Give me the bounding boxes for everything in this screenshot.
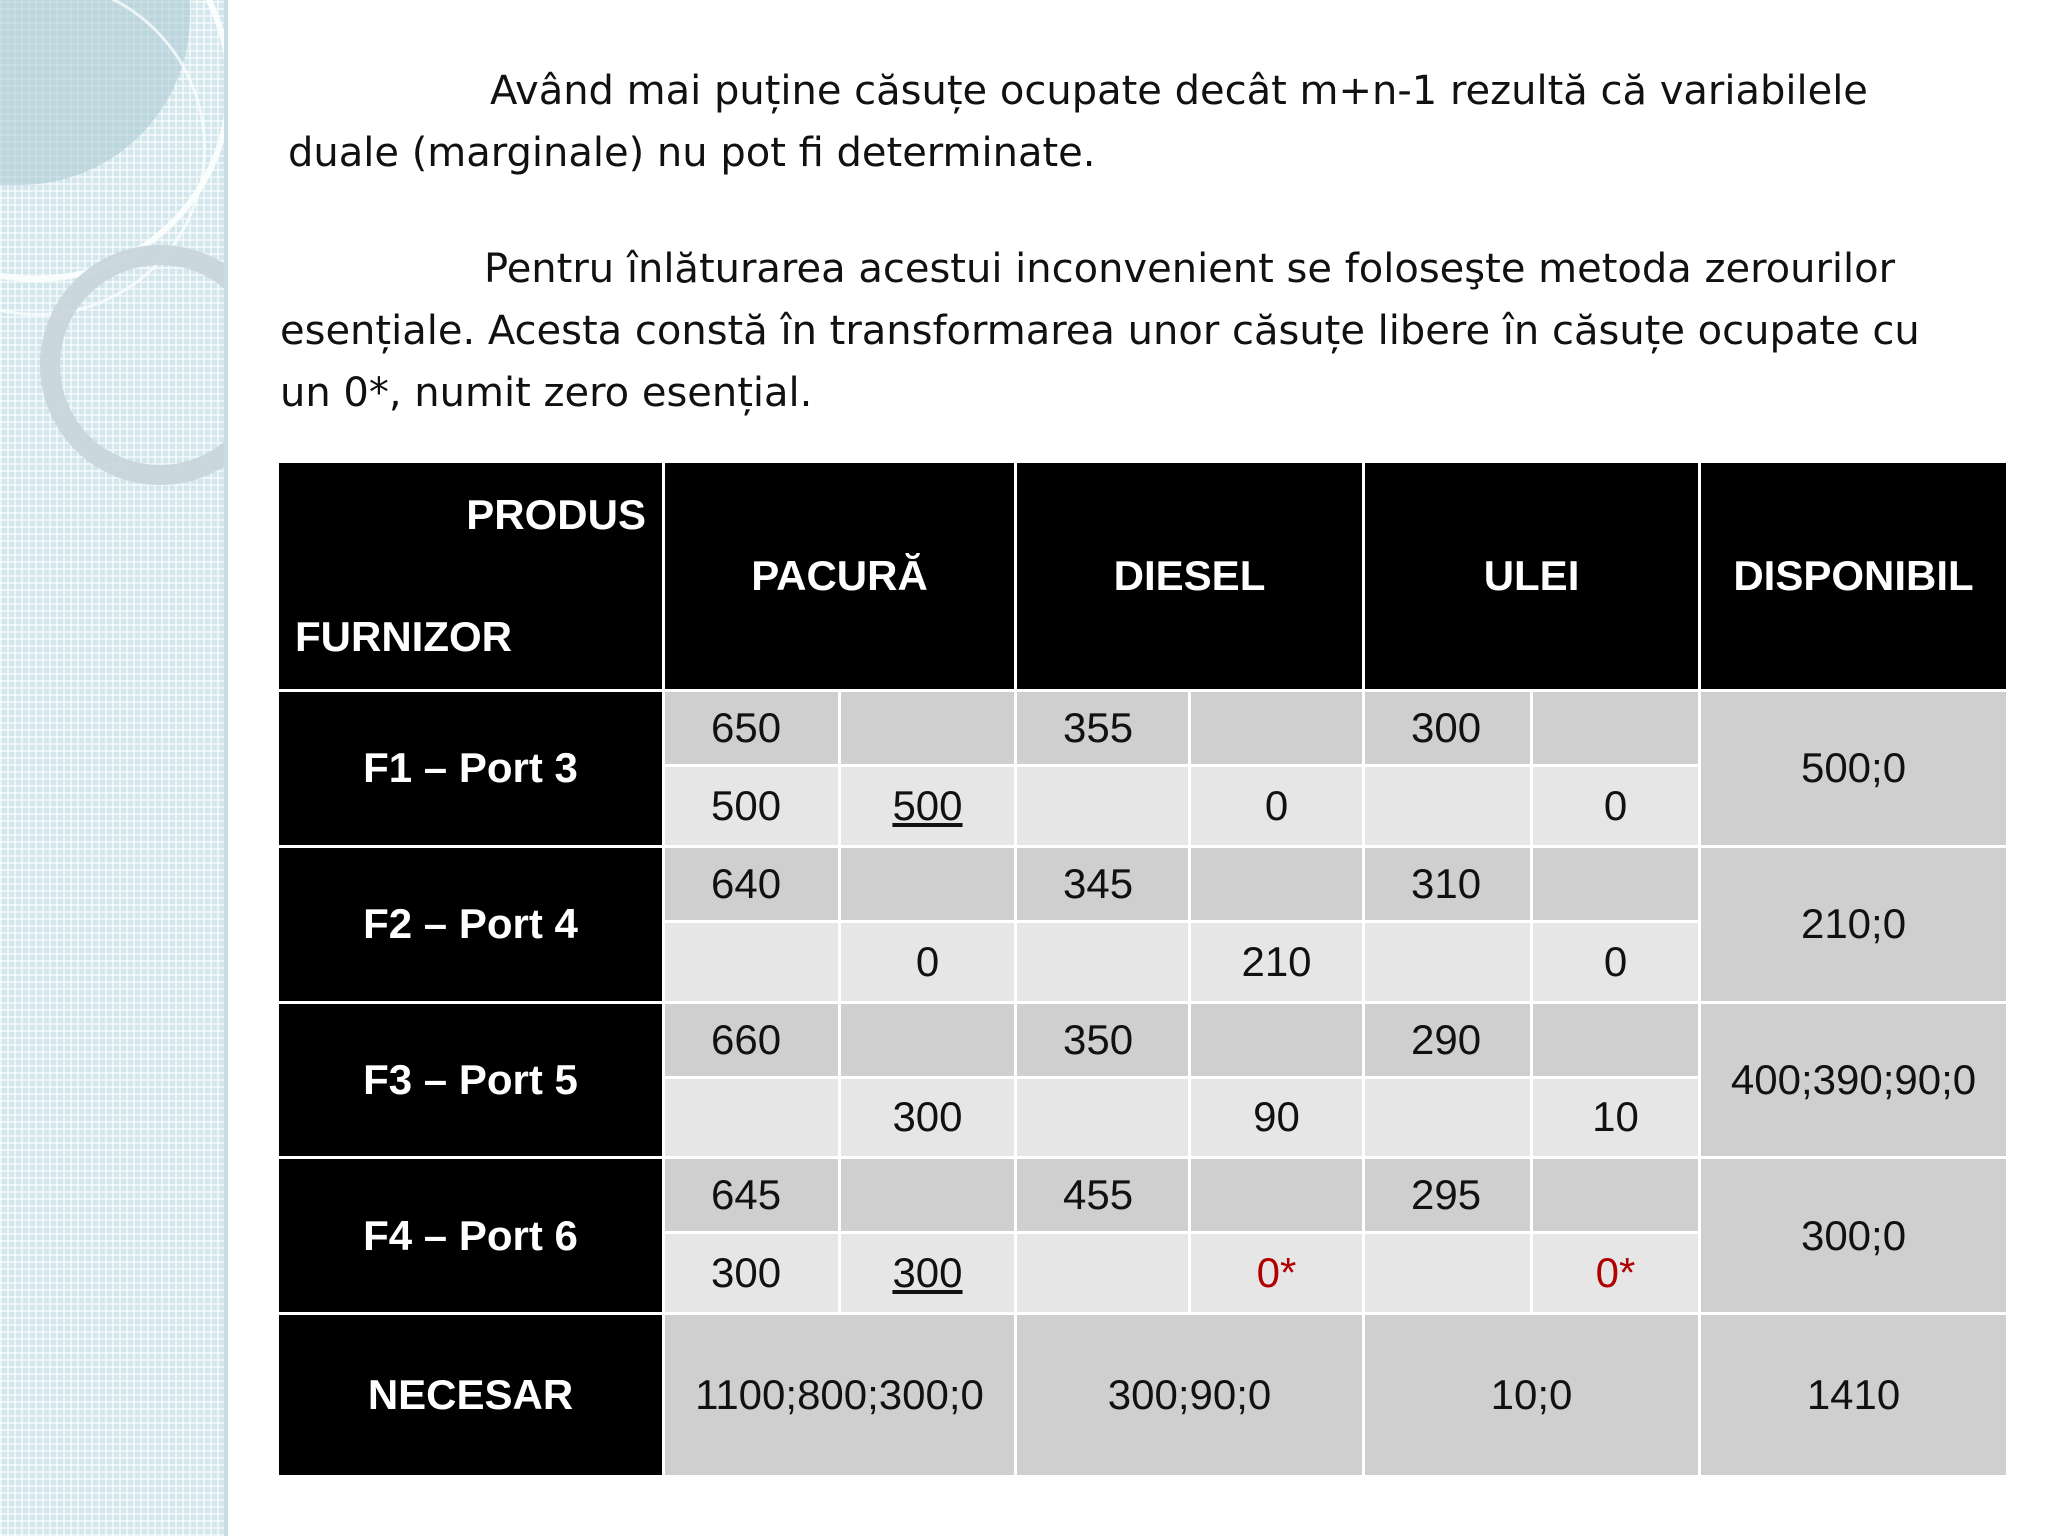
cost-cell: 650 (664, 691, 840, 766)
essential-zero-cell: 0* (1190, 1233, 1364, 1314)
quantity-cell: 300 (664, 1233, 840, 1314)
text-line: un 0*, numit zero esențial. (280, 370, 813, 416)
slide-text (280, 68, 1980, 436)
corner-header (278, 462, 664, 691)
allocation-cell: 0 (1190, 766, 1364, 847)
quantity-cell (664, 1077, 840, 1158)
cost-cell: 355 (1016, 691, 1190, 766)
empty-cell (840, 846, 1016, 921)
allocation-cell: 210 (1190, 921, 1364, 1002)
cost-cell: 290 (1364, 1002, 1532, 1077)
available-cell: 210;0 (1700, 846, 2008, 1002)
row-label: F2 – Port 4 (278, 846, 664, 1002)
empty-cell (1532, 1002, 1700, 1077)
text-line: duale (marginale) nu pot fi determinate. (288, 130, 1096, 176)
empty-cell (1190, 1002, 1364, 1077)
allocation-cell: 0 (840, 921, 1016, 1002)
header-disponibil: DISPONIBIL (1700, 462, 2008, 691)
empty-cell (840, 1002, 1016, 1077)
empty-cell (1190, 1158, 1364, 1233)
empty-cell (840, 1158, 1016, 1233)
necesar-pacura: 1100;800;300;0 (664, 1314, 1016, 1477)
empty-cell (1532, 1158, 1700, 1233)
essential-zero-cell: 0* (1532, 1233, 1700, 1314)
header-ulei: ULEI (1364, 462, 1700, 691)
quantity-cell (1364, 1077, 1532, 1158)
cost-cell: 645 (664, 1158, 840, 1233)
empty-cell (1190, 846, 1364, 921)
sidebar-edge (224, 0, 228, 1536)
quantity-cell: 500 (664, 766, 840, 847)
quantity-cell (1364, 766, 1532, 847)
cost-cell: 295 (1364, 1158, 1532, 1233)
available-cell: 400;390;90;0 (1700, 1002, 2008, 1158)
decorative-sidebar (0, 0, 228, 1536)
empty-cell (1190, 691, 1364, 766)
header-pacura: PACURĂ (664, 462, 1016, 691)
paragraph-1 (280, 68, 1980, 180)
text-line: Pentru înlăturarea acestui inconvenient se foloseşte metoda zerourilor (484, 246, 1896, 292)
quantity-cell (1016, 1233, 1190, 1314)
quantity-cell (1016, 921, 1190, 1002)
allocation-cell: 90 (1190, 1077, 1364, 1158)
quantity-cell (1364, 921, 1532, 1002)
cost-cell: 660 (664, 1002, 840, 1077)
paragraph-2 (280, 246, 1980, 436)
empty-cell (1532, 691, 1700, 766)
necesar-total: 1410 (1700, 1314, 2008, 1477)
allocation-cell: 300 (840, 1077, 1016, 1158)
allocation-cell: 300 (840, 1233, 1016, 1314)
allocation-cell: 10 (1532, 1077, 1700, 1158)
quantity-cell (1016, 1077, 1190, 1158)
header-diesel: DIESEL (1016, 462, 1364, 691)
necesar-ulei: 10;0 (1364, 1314, 1700, 1477)
quantity-cell (664, 921, 840, 1002)
cost-cell: 350 (1016, 1002, 1190, 1077)
row-label: F4 – Port 6 (278, 1158, 664, 1314)
quantity-cell (1364, 1233, 1532, 1314)
allocation-cell: 500 (840, 766, 1016, 847)
text-line: esențiale. Acesta constă în transformarea unor căsuțe libere în căsuțe ocupate cu (280, 308, 1920, 354)
empty-cell (1532, 846, 1700, 921)
cost-cell: 640 (664, 846, 840, 921)
available-cell: 500;0 (1700, 691, 2008, 847)
empty-cell (840, 691, 1016, 766)
necesar-label: NECESAR (278, 1314, 664, 1477)
furnizor-label: FURNIZOR (295, 613, 512, 660)
cost-cell: 455 (1016, 1158, 1190, 1233)
quantity-cell (1016, 766, 1190, 847)
text-line: Având mai puține căsuțe ocupate decât m+n-1 rezultă că variabilele (490, 68, 1868, 114)
necesar-diesel: 300;90;0 (1016, 1314, 1364, 1477)
row-label: F1 – Port 3 (278, 691, 664, 847)
row-label: F3 – Port 5 (278, 1002, 664, 1158)
available-cell: 300;0 (1700, 1158, 2008, 1314)
cost-cell: 345 (1016, 846, 1190, 921)
cost-cell: 310 (1364, 846, 1532, 921)
cost-cell: 300 (1364, 691, 1532, 766)
transport-table (276, 460, 2006, 1478)
allocation-cell: 0 (1532, 921, 1700, 1002)
produs-label: PRODUS (466, 491, 646, 538)
allocation-cell: 0 (1532, 766, 1700, 847)
